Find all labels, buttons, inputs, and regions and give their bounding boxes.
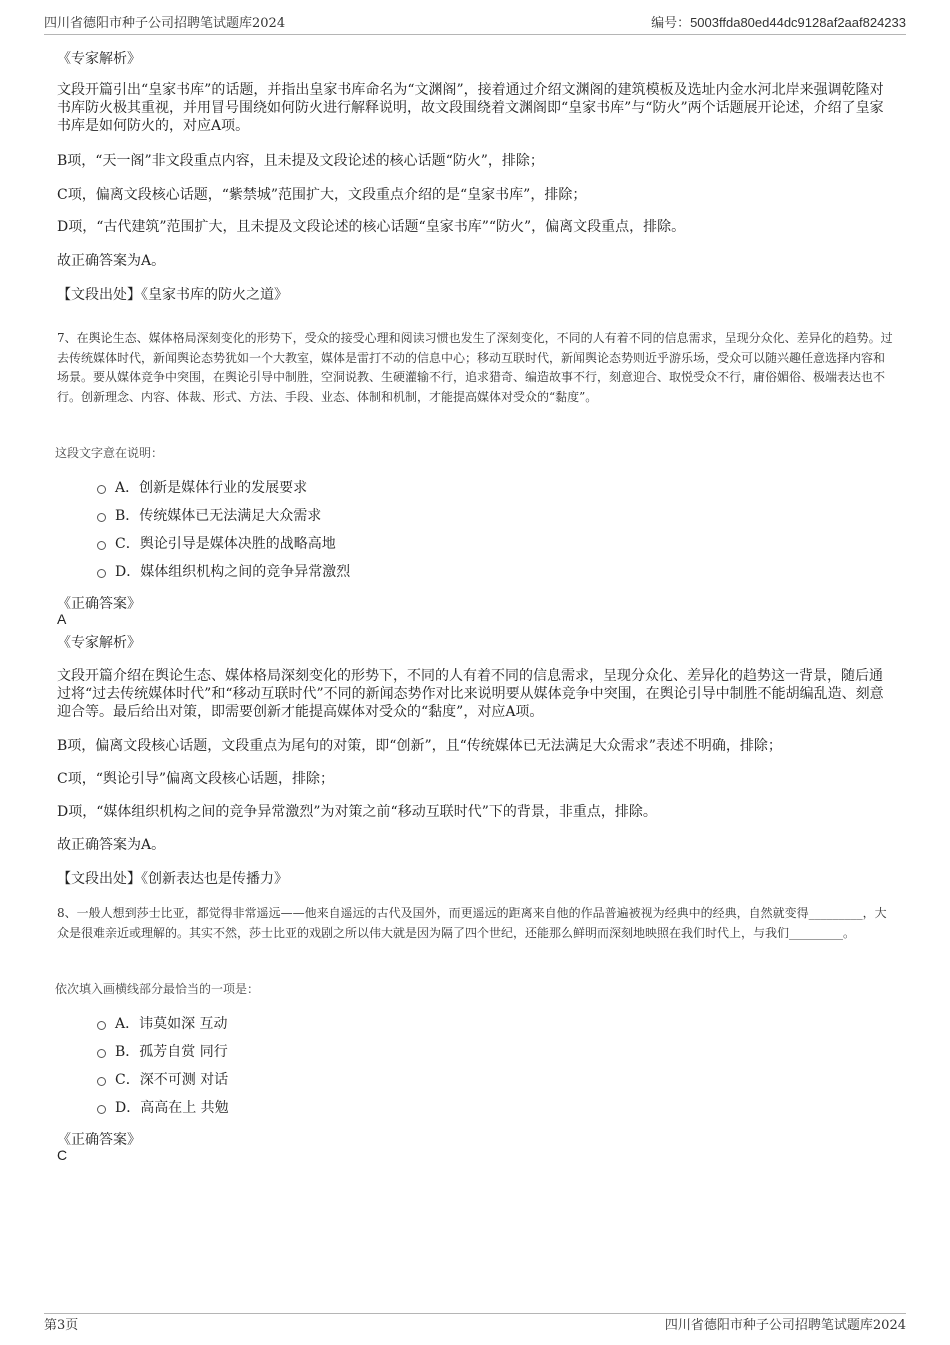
radio-icon[interactable]	[97, 513, 106, 522]
q7-option-c-label: C．舆论引导是媒体决胜的战略高地	[115, 536, 336, 552]
q6-source: 【文段出处】《皇家书库的防火之道》	[57, 287, 288, 303]
q7-question-text: 7、在舆论生态、媒体格局深刻变化的形势下，受众的接受心理和阅读习惯也发生了深刻变化，不同的人有着不同的信息需求，呈现分众化、差异化的趋势。过去传统媒体时代，新闻舆论态势犹如一个大教室，媒体是雷打不动的信息中心；移动互联时代，新闻舆论态势则近乎游乐场，受众可以随兴趣任意选择内容和场景。要从媒体竞争中突围，在舆论引导中制胜，空洞说教、生硬灌输不行，追求猎奇、编造故事不行，刻意迎合、取悦受众不行，庸俗媚俗、极端表达也不行。创新理念、内容、体裁、形式、方法、手段、业态、体制和机制，才能提高媒体对受众的“黏度”。	[57, 331, 893, 404]
header-serial-label: 编号：	[651, 16, 691, 31]
header-title: 四川省德阳市种子公司招聘笔试题库2024	[44, 16, 286, 31]
q7-option-b-label: B．传统媒体已无法满足大众需求	[115, 508, 322, 524]
q6-analysis-option-c: C项，偏离文段核心话题，“紫禁城”范围扩大，文段重点介绍的是“皇家书库”，排除；	[57, 187, 587, 203]
q7-answer-label: 《正确答案》	[57, 596, 141, 612]
radio-icon[interactable]	[97, 1077, 106, 1086]
q7-option-b[interactable]	[97, 507, 321, 525]
q7-option-a-label: A．创新是媒体行业的发展要求	[115, 480, 308, 496]
q8-option-b[interactable]	[97, 1043, 228, 1061]
q7-option-c[interactable]	[97, 535, 336, 553]
q7-option-d[interactable]	[97, 563, 350, 581]
q7-option-a[interactable]	[97, 479, 307, 497]
q8-question-text: 8、一般人想到莎士比亚，都觉得非常遥远——他来自遥远的古代及国外，而更遥远的距离来自他的作品普遍被视为经典中的经典，自然就变得_________，大众是很难亲近或理解的。其实不然，莎士比亚的戏剧之所以伟大就是因为隔了四个世纪，还能那么鲜明而深刻地映照在我们时代上，与我们_________。	[57, 906, 887, 940]
q6-analysis-option-b: B项，“天一阁”非文段重点内容，且未提及文段论述的核心话题“防火”，排除；	[57, 153, 544, 169]
q6-conclusion: 故正确答案为A。	[57, 253, 166, 269]
radio-icon[interactable]	[97, 541, 106, 550]
radio-icon[interactable]	[97, 569, 106, 578]
q8-answer: C	[57, 1147, 68, 1163]
q8-option-c[interactable]	[97, 1071, 228, 1089]
q8-option-d-label: D．高高在上 共勉	[115, 1100, 229, 1116]
q7-prompt: 这段文字意在说明：	[55, 446, 164, 460]
q8-answer-label: 《正确答案》	[57, 1132, 141, 1148]
q8-option-d[interactable]	[97, 1099, 229, 1117]
radio-icon[interactable]	[97, 1021, 106, 1030]
q8-option-a-label: A．讳莫如深 互动	[115, 1016, 228, 1032]
q7-answer: A	[57, 611, 67, 627]
q6-analysis-option-d: D项，“古代建筑”范围扩大，且未提及文段论述的核心话题“皇家书库”“防火”，偏离文段重点，排除。	[57, 219, 686, 235]
header-divider	[44, 34, 906, 35]
header-serial-value: 5003ffda80ed44dc9128af2aaf824233	[690, 15, 906, 30]
q8-option-b-label: B．孤芳自赏 同行	[115, 1044, 228, 1060]
q6-analysis-label: 《专家解析》	[57, 51, 141, 67]
page-header	[44, 12, 906, 34]
q7-analysis-option-b: B项，偏离文段核心话题，文段重点为尾句的对策，即“创新”，且“传统媒体已无法满足大众需求”表述不明确，排除；	[57, 738, 782, 754]
q7-analysis-option-c: C项，“舆论引导”偏离文段核心话题，排除；	[57, 771, 335, 787]
q8-option-a[interactable]	[97, 1015, 228, 1033]
radio-icon[interactable]	[97, 1049, 106, 1058]
q7-analysis-paragraph: 文段开篇介绍在舆论生态、媒体格局深刻变化的形势下，不同的人有着不同的信息需求，呈现分众化、差异化的趋势这一背景，随后通过将“过去传统媒体时代”和“移动互联时代”不同的新闻态势作对比来说明要从媒体竞争中突围，在舆论引导中制胜不能胡编乱造、刻意迎合等。最后给出对策，即需要创新才能提高媒体对受众的“黏度”，对应A项。	[57, 668, 884, 720]
q7-analysis-label: 《专家解析》	[57, 635, 141, 651]
q7-source: 【文段出处】《创新表达也是传播力》	[57, 871, 288, 887]
footer-page-number: 第3页	[44, 1318, 79, 1333]
q8-prompt: 依次填入画横线部分最恰当的一项是：	[55, 982, 260, 996]
header-serial	[651, 12, 906, 31]
radio-icon[interactable]	[97, 1105, 106, 1114]
q8-option-c-label: C．深不可测 对话	[115, 1072, 229, 1088]
q7-option-d-label: D．媒体组织机构之间的竞争异常激烈	[115, 564, 351, 580]
q6-analysis-paragraph: 文段开篇引出“皇家书库”的话题，并指出皇家书库命名为“文渊阁”，接着通过介绍文渊阁的建筑模板及选址内金水河北岸来强调乾隆对书库防火极其重视，并用冒号围绕如何防火进行解释说明，故文段围绕着文渊阁即“皇家书库”与“防火”两个话题展开论述，介绍了皇家书库是如何防火的，对应A项。	[57, 82, 884, 134]
radio-icon[interactable]	[97, 485, 106, 494]
q7-conclusion: 故正确答案为A。	[57, 837, 166, 853]
q7-analysis-option-d: D项，“媒体组织机构之间的竞争异常激烈”为对策之前“移动互联时代”下的背景，非重点，排除。	[57, 804, 657, 820]
footer-title: 四川省德阳市种子公司招聘笔试题库2024	[664, 1318, 906, 1333]
